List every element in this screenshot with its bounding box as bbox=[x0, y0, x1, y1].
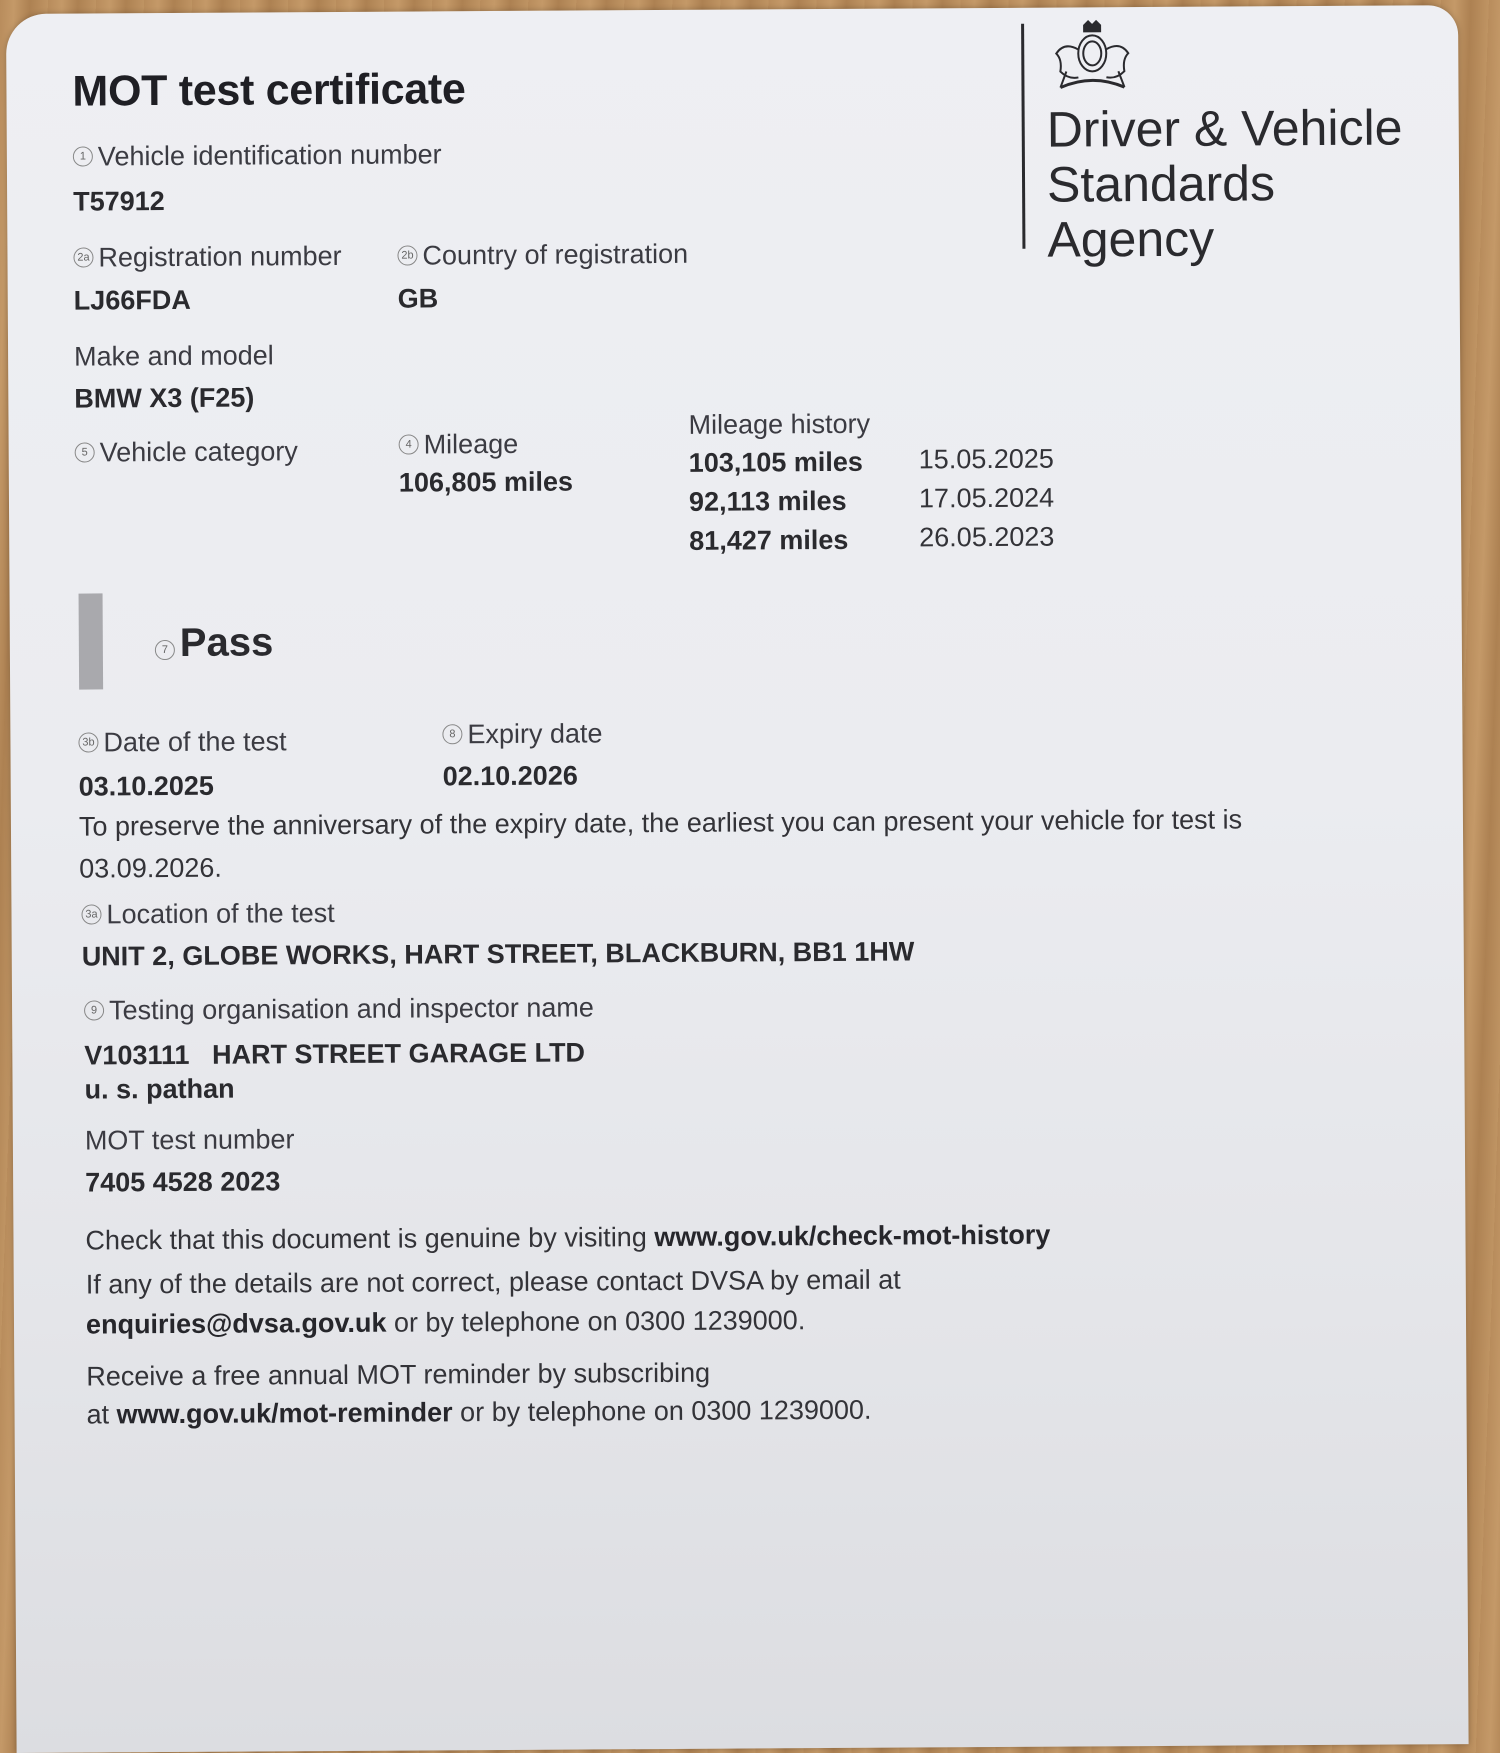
mot-reminder-link[interactable]: www.gov.uk/mot-reminder bbox=[116, 1397, 453, 1430]
history-miles: 103,105 miles bbox=[688, 446, 863, 478]
inspector-name: u. s. pathan bbox=[84, 1073, 235, 1105]
genuine-check-text: Check that this document is genuine by visiting www.gov.uk/check-mot-history bbox=[85, 1219, 1051, 1256]
field-number: 3a bbox=[81, 904, 101, 924]
registration-label: 2a Registration number bbox=[73, 241, 341, 274]
vin-value: T57912 bbox=[73, 186, 165, 217]
test-number-value: 7405 4528 2023 bbox=[85, 1166, 281, 1198]
certificate-paper bbox=[6, 5, 1469, 1753]
anniversary-text: To preserve the anniversary of the expiry date, the earliest you can present your vehicle for test is bbox=[78, 804, 1243, 842]
contact-text-line2: enquiries@dvsa.gov.uk or by telephone on 0300 1239000. bbox=[85, 1305, 806, 1340]
expiry-date-label: 8 Expiry date bbox=[442, 718, 602, 750]
history-date: 26.05.2023 bbox=[919, 521, 1055, 553]
history-miles: 81,427 miles bbox=[689, 524, 849, 556]
agency-line: Agency bbox=[1047, 210, 1215, 268]
field-number: 7 bbox=[155, 640, 175, 660]
organisation-code: V103111 bbox=[84, 1039, 190, 1071]
mileage-label: 4 Mileage bbox=[399, 429, 519, 461]
field-number: 3b bbox=[78, 732, 98, 752]
page-title: MOT test certificate bbox=[72, 65, 466, 116]
location-label: 3a Location of the test bbox=[81, 898, 334, 931]
field-number: 9 bbox=[84, 1000, 104, 1020]
reminder-text: Receive a free annual MOT reminder by subscribing bbox=[86, 1357, 711, 1392]
pass-result bbox=[155, 620, 274, 666]
registration-value: LJ66FDA bbox=[73, 284, 191, 316]
field-number: 5 bbox=[75, 442, 95, 462]
make-model-value: BMW X3 (F25) bbox=[74, 382, 255, 414]
vehicle-category-label: 5 Vehicle category bbox=[75, 436, 298, 468]
test-number-label: MOT test number bbox=[84, 1124, 295, 1156]
field-number: 2b bbox=[397, 245, 417, 265]
organisation-name: HART STREET GARAGE LTD bbox=[211, 1037, 586, 1070]
history-miles: 92,113 miles bbox=[688, 485, 847, 517]
history-date: 17.05.2024 bbox=[918, 482, 1055, 514]
mileage-history-label: Mileage history bbox=[688, 408, 871, 440]
enquiries-email-link[interactable]: enquiries@dvsa.gov.uk bbox=[85, 1307, 387, 1340]
organisation-label: 9 Testing organisation and inspector name bbox=[84, 992, 594, 1026]
test-date-value: 03.10.2025 bbox=[78, 770, 214, 802]
location-value: UNIT 2, GLOBE WORKS, HART STREET, BLACKBURN, BB1 1HW bbox=[81, 936, 915, 972]
field-number: 4 bbox=[399, 434, 419, 454]
pass-indicator-bar bbox=[79, 593, 104, 689]
field-number: 2a bbox=[73, 247, 93, 267]
test-date-label: 3b Date of the test bbox=[78, 726, 286, 758]
field-number: 8 bbox=[442, 724, 462, 744]
contact-text: If any of the details are not correct, please contact DVSA by email at bbox=[85, 1264, 901, 1300]
country-value: GB bbox=[397, 283, 439, 314]
agency-line: Standards bbox=[1046, 155, 1276, 213]
anniversary-date: 03.09.2026. bbox=[79, 852, 222, 884]
vin-label: 1 Vehicle identification number bbox=[73, 139, 442, 172]
organisation-value bbox=[84, 1037, 585, 1071]
agency-divider bbox=[1021, 24, 1025, 249]
country-label: 2b Country of registration bbox=[397, 239, 688, 272]
field-number: 1 bbox=[73, 146, 93, 166]
history-date: 15.05.2025 bbox=[918, 443, 1054, 475]
pass-label: Pass bbox=[179, 620, 274, 665]
mileage-value: 106,805 miles bbox=[398, 466, 574, 498]
agency-name bbox=[1047, 100, 1404, 267]
agency-line: Driver & Vehicle bbox=[1046, 99, 1403, 158]
reminder-text-line2: at www.gov.uk/mot-reminder or by telephone on 0300 1239000. bbox=[86, 1394, 872, 1430]
royal-coat-of-arms-icon bbox=[1046, 19, 1136, 100]
expiry-date-value: 02.10.2026 bbox=[442, 760, 578, 792]
make-model-label: Make and model bbox=[74, 340, 274, 372]
check-mot-history-link[interactable]: www.gov.uk/check-mot-history bbox=[654, 1219, 1051, 1253]
